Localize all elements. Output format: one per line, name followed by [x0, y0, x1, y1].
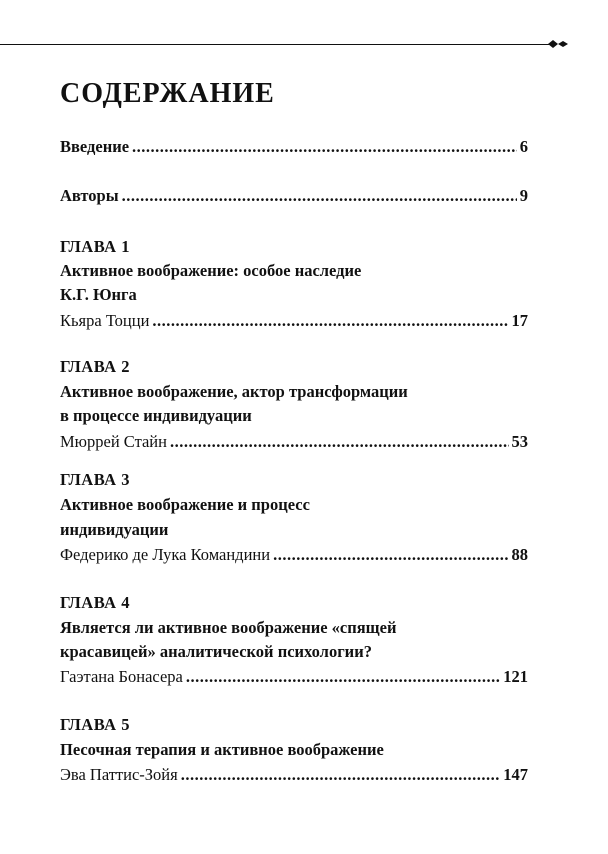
leader-dots: [132, 136, 517, 158]
leader-dots: [122, 185, 517, 207]
chapter-4-title-line-2[interactable]: красавицей» аналитической психологии?: [60, 642, 372, 661]
chapter-2-label: ГЛАВА 2: [60, 357, 130, 376]
chapter-author: Гаэтана Бонасера: [60, 667, 183, 686]
chapter-5-title-line-1[interactable]: Песочная терапия и активное воображение: [60, 740, 384, 759]
chapter-3-author-entry[interactable]: [60, 544, 528, 566]
chapter-4-author-entry[interactable]: [60, 666, 528, 688]
toc-page-number: 6: [519, 137, 528, 156]
toc-entry-label: Введение: [60, 137, 130, 156]
chapter-2-title-line-2[interactable]: в процессе индивидуации: [60, 406, 252, 425]
toc-page-number: 88: [511, 545, 528, 564]
toc-entry-introduction[interactable]: [60, 136, 528, 158]
leader-dots: [170, 431, 509, 453]
toc-page-number: 9: [519, 186, 528, 205]
chapter-3-label: ГЛАВА 3: [60, 470, 130, 489]
leader-dots: [181, 764, 501, 786]
chapter-5-label: ГЛАВА 5: [60, 715, 130, 734]
chapter-author: Федерико де Лука Командини: [60, 545, 271, 564]
chapter-1-label: ГЛАВА 1: [60, 237, 130, 256]
chapter-author: Кьяра Тоцци: [60, 311, 150, 330]
toc-entry-label: Авторы: [60, 186, 119, 205]
chapter-author: Эва Паттис-Зойя: [60, 765, 178, 784]
chapter-author: Мюррей Стайн: [60, 432, 167, 451]
top-rule: [0, 44, 553, 45]
chapter-2-author-entry[interactable]: [60, 431, 528, 453]
toc-entry-authors[interactable]: [60, 185, 528, 207]
leader-dots: [186, 666, 500, 688]
toc-page-number: 147: [503, 765, 528, 784]
chapter-2-title-line-1[interactable]: Активное воображение, актор трансформации: [60, 382, 408, 401]
chapter-4-label: ГЛАВА 4: [60, 593, 130, 612]
leader-dots: [152, 310, 508, 332]
toc-page-number: 17: [511, 311, 528, 330]
chapter-3-title-line-1[interactable]: Активное воображение и процесс: [60, 495, 310, 514]
chapter-1-author-entry[interactable]: [60, 310, 528, 332]
chapter-3-title-line-2[interactable]: индивидуации: [60, 520, 169, 539]
toc-page-number: 121: [503, 667, 528, 686]
page-title: СОДЕРЖАНИЕ: [60, 78, 275, 109]
chapter-5-author-entry[interactable]: [60, 764, 528, 786]
chapter-1-title-line-2[interactable]: К.Г. Юнга: [60, 285, 137, 304]
leader-dots: [273, 544, 508, 566]
chapter-4-title-line-1[interactable]: Является ли активное воображение «спящей: [60, 618, 397, 637]
toc-page-number: 53: [511, 432, 528, 451]
diamond-ornament-icon: [547, 38, 569, 50]
chapter-1-title-line-1[interactable]: Активное воображение: особое наследие: [60, 261, 362, 280]
